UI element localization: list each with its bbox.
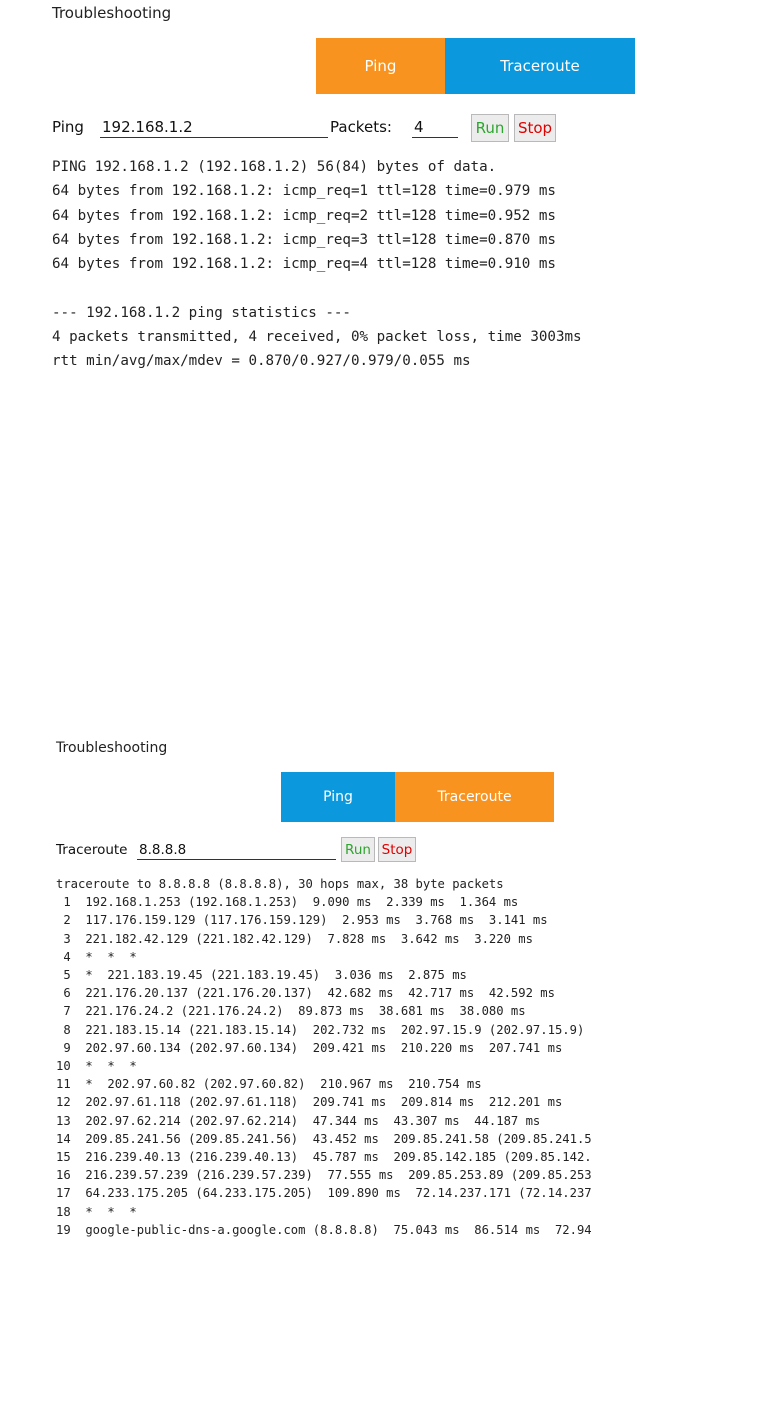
output-line: 64 bytes from 192.168.1.2: icmp_req=4 ttl=128 time=0.910 ms <box>52 256 556 273</box>
output-line: 5 * 221.183.19.45 (221.183.19.45) 3.036 ms 2.875 ms <box>56 968 467 983</box>
output-line: 3 221.182.42.129 (221.182.42.129) 7.828 ms 3.642 ms 3.220 ms <box>56 931 533 946</box>
tab-ping[interactable]: Ping <box>281 772 395 822</box>
traceroute-panel <box>0 730 784 1417</box>
output-line: traceroute to 8.8.8.8 (8.8.8.8), 30 hops max, 38 byte packets <box>56 877 504 891</box>
output-line: 12 202.97.61.118 (202.97.61.118) 209.741 ms 209.814 ms 212.201 ms <box>56 1095 563 1110</box>
output-line: 9 202.97.60.134 (202.97.60.134) 209.421 ms 210.220 ms 207.741 ms <box>56 1040 563 1055</box>
run-button[interactable]: Run <box>341 837 375 862</box>
ping-output <box>52 155 582 374</box>
page-title: Troubleshooting <box>56 740 168 756</box>
tab-traceroute[interactable]: Traceroute <box>445 38 635 94</box>
output-line: 1 192.168.1.253 (192.168.1.253) 9.090 ms 2.339 ms 1.364 ms <box>56 895 519 910</box>
ping-host-label: Ping <box>52 118 84 136</box>
traceroute-host-label: Traceroute <box>56 842 128 858</box>
output-line: 14 209.85.241.56 (209.85.241.56) 43.452 ms 209.85.241.58 (209.85.241.5 <box>56 1131 592 1146</box>
output-line: 16 216.239.57.239 (216.239.57.239) 77.555 ms 209.85.253.89 (209.85.253 <box>56 1168 592 1183</box>
stop-button[interactable]: Stop <box>378 837 416 862</box>
output-line: 15 216.239.40.13 (216.239.40.13) 45.787 ms 209.85.142.185 (209.85.142. <box>56 1150 592 1165</box>
output-line: 13 202.97.62.214 (202.97.62.214) 47.344 ms 43.307 ms 44.187 ms <box>56 1113 541 1128</box>
output-line: PING 192.168.1.2 (192.168.1.2) 56(84) bytes of data. <box>52 159 497 175</box>
tab-ping[interactable]: Ping <box>316 38 445 94</box>
packets-input[interactable] <box>412 116 458 138</box>
output-line: 11 * 202.97.60.82 (202.97.60.82) 210.967 ms 210.754 ms <box>56 1077 482 1092</box>
output-line: 17 64.233.175.205 (64.233.175.205) 109.890 ms 72.14.237.171 (72.14.237 <box>56 1186 592 1201</box>
output-line: 19 google-public-dns-a.google.com (8.8.8.8) 75.043 ms 86.514 ms 72.94 <box>56 1222 592 1237</box>
traceroute-output <box>56 875 592 1239</box>
output-line: rtt min/avg/max/mdev = 0.870/0.927/0.979/0.055 ms <box>52 353 471 370</box>
output-line <box>52 276 582 300</box>
output-line: 2 117.176.159.129 (117.176.159.129) 2.953 ms 3.768 ms 3.141 ms <box>56 913 548 928</box>
run-button[interactable]: Run <box>471 114 509 142</box>
tab-traceroute[interactable]: Traceroute <box>395 772 554 822</box>
output-line: 4 packets transmitted, 4 received, 0% packet loss, time 3003ms <box>52 329 582 346</box>
output-line: 8 221.183.15.14 (221.183.15.14) 202.732 ms 202.97.15.9 (202.97.15.9) <box>56 1022 585 1037</box>
output-line: 7 221.176.24.2 (221.176.24.2) 89.873 ms 38.681 ms 38.080 ms <box>56 1004 526 1019</box>
output-line: 64 bytes from 192.168.1.2: icmp_req=1 ttl=128 time=0.979 ms <box>52 183 556 200</box>
stop-button[interactable]: Stop <box>514 114 556 142</box>
page-title: Troubleshooting <box>52 4 172 22</box>
ping-panel <box>0 0 784 380</box>
ping-host-input[interactable] <box>100 116 328 138</box>
output-line: 4 * * * <box>56 949 137 964</box>
output-line: 64 bytes from 192.168.1.2: icmp_req=2 ttl=128 time=0.952 ms <box>52 207 556 224</box>
output-line: 10 * * * <box>56 1059 137 1074</box>
traceroute-host-input[interactable] <box>137 840 336 860</box>
packets-label: Packets: <box>330 118 392 136</box>
output-line: 6 221.176.20.137 (221.176.20.137) 42.682 ms 42.717 ms 42.592 ms <box>56 986 555 1001</box>
output-line: --- 192.168.1.2 ping statistics --- <box>52 304 351 321</box>
output-line: 18 * * * <box>56 1204 137 1219</box>
output-line: 64 bytes from 192.168.1.2: icmp_req=3 ttl=128 time=0.870 ms <box>52 231 556 248</box>
